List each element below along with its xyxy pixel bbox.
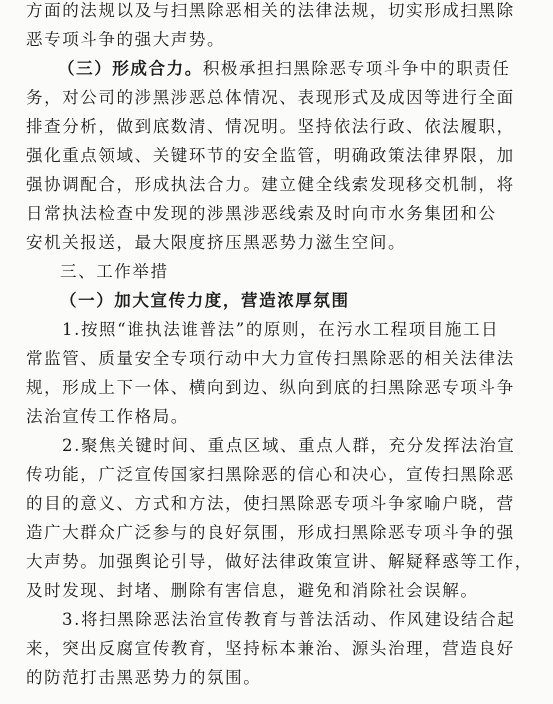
text-line: 法治宣传工作格局。 (26, 407, 189, 426)
text-line: 常监管、质量安全专项行动中大力宣传扫黑除恶的相关法律法 (26, 349, 515, 368)
text-line: 传功能，广泛宣传国家扫黑除恶的信心和决心，宣传扫黑除恶 (26, 465, 515, 484)
section-heading: 三、工作举措 (60, 262, 169, 281)
text-line: 造广大群众广泛参与的良好氛围，形成扫黑除恶专项斗争的强 (26, 523, 515, 542)
text-line: 强化重点领域、关键环节的安全监管，明确政策法律界限，加 (26, 146, 515, 165)
text-line: 安机关报送，最大限度挤压黑恶势力滋生空间。 (26, 233, 407, 252)
text-run: 积极承担扫黑除恶专项斗争中的职责任 (202, 59, 511, 78)
text-line: 来，突出反腐宣传教育，坚持标本兼治、源头治理，营造良好 (26, 639, 515, 658)
text-line: 的防范打击黑恶势力的氛围。 (26, 668, 262, 687)
text-line: 务，对公司的涉黑涉恶总体情况、表现形式及成因等进行全面 (26, 88, 515, 107)
text-line: 的目的意义、方式和方法，使扫黑除恶专项斗争家喻户晓，营 (26, 494, 515, 513)
text-line: 大声势。加强舆论引导，做好法律政策宣讲、解疑释惑等工作， (26, 552, 533, 571)
text-line: 及时发现、封堵、删除有害信息，避免和消除社会误解。 (26, 581, 479, 600)
text-line: 规，形成上下一体、横向到边、纵向到底的扫黑除恶专项斗争 (26, 378, 515, 397)
text-line: 1.按照“谁执法谁普法”的原则，在污水工程项目施工日 (62, 320, 500, 339)
text-line: 排查分析，做到底数清、情况明。坚持依法行政、依法履职， (26, 117, 515, 136)
text-line: 强协调配合，形成执法合力。建立健全线索发现移交机制，将 (26, 175, 515, 194)
section-subheading: （三）形成合力。 (58, 59, 203, 78)
text-line: 3.将扫黑除恶法治宣传教育与普法活动、作风建设结合起 (62, 610, 516, 629)
text-line: 2.聚焦关键时间、重点区域、重点人群，充分发挥法治宣 (62, 436, 516, 455)
subsection-heading: （一）加大宣传力度，营造浓厚氛围 (60, 291, 350, 310)
text-line: 恶专项斗争的强大声势。 (26, 30, 226, 49)
text-line: 方面的法规以及与扫黑除恶相关的法律法规，切实形成扫黑除 (26, 1, 515, 20)
text-line: 日常执法检查中发现的涉黑涉恶线索及时向市水务集团和公 (26, 204, 497, 223)
paragraph-line (58, 58, 511, 80)
